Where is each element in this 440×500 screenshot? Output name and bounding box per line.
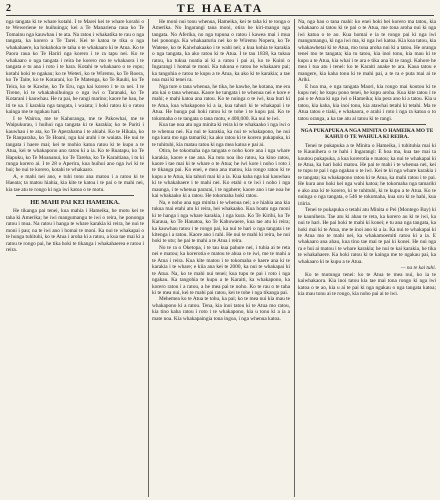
paragraph: A, e mahi nei ano, e tuhi tonu ana matou i a ratou ki te Haeata; ta matou hiahia, kia kite te katoa i te pai o te mahi nei, kia tae atu te rongo ki nga iwi katoa o te motu.: [6, 173, 144, 193]
paragraph: He tikanga pai tenei, kua mahia i Hameika, he motu kei te taha ki Amerika; he iwi mangumangu te iwi o reira, he pononga ratou i mua. Na ratou i hanga te whare karakia ki reira, he nui te moni i pau; na te iwi ano i homai te moni. Ka nui te whakapai o te hunga tuhituhi, ko te Atua i aroha ki a ratou, a kua tae mai ki a ratou te rongo pai, he tika hoki te tikanga i whakahaerea e ratou i reira.: [6, 208, 144, 253]
signature-line: — na te kai tuhi.: [400, 265, 436, 272]
paragraph: Mehemea ko te Atua te tohu, ka pai; ko te mea nui kia mau te whakapono ki a ratou. Tena, kia inoi tatou ki te Atua mo ratou, kia tino kaha ratou i roto i te whakapono, kia u tonu ki a ia a mate noa. Kia whakapaingia tona ingoa, i nga whenua katoa.: [152, 296, 290, 322]
page-number: 2: [6, 3, 11, 14]
header-rule: [6, 15, 434, 16]
paragraph: Otira, he tokomaha nga tangata e noho kore ana i nga whare karakia, kaore e tae ana. Ka tutu noa iho ratou, ka kino ratou, kaore i tae mai ki te whare o te Atua; he iwi kore i noho i roto i te tikanga pai. Ko enei, e mea ana matou, kia rongo ratou ki te kupu a te Atua, kia tahuri mai ki a ia. Kua kaha nga kai kauwhau ki te whakahaere i te mahi nei. Ko etahi o te iwi i noho i nga maunga, i te whenua pararai, i te ngahere; kaore ano i tae noa he kai whakaako ki a ratou. He tokomaha hoki ratou.: [152, 148, 290, 200]
paragraph: I te Wairoa, me te Kahuranga, me te Pakowhai, me te Waipukurau, i huihui nga tangata ki te karakia; ko te Pariti i kauwhau i te ata, ko Te Aperahama i te ahiahi. Ko te Hikaia, ko Te Rauparaha, ko Te Hoani, nga kai arahi i te waiata. He nui te tangata i haere mai; kei te mohio katoa ratou ki te kupu a te Atua, kei te whakapono ano ratou ki a ia. Ko te Ruatapu, ko Te Hapuku, ko Te Moananui, ko Te Tareha, ko Te Karaitiana, i tu ki runga korero ai. I te 28 o Aperira, kua huihui ano nga iwi ki te hui; he nui te korero, kotahi te whakaaro.: [6, 115, 144, 174]
paragraph: He moni nui tonu whenua, Hameika, kei te taha ki te tonga o Amerika. No Ingarangi tana moni, otira he kiri-mangu nga tangata. No Aferika, no nga tupuna o ratou i kawea mai i mua hei pononga. Ka whakaaturia nei ko te Wiremu Nopera, ko Te Watene, ko te Kaiwhakaako i te wahi nei; a kua kohia te karakia o nga tangata, ka ako ratou ki te Atua. I te tau 1838, ka tukua ratou, ka tukua noatia ai ki a ratou i pai ai, ko te Kuini o Ingarangi i homai te moni. Ka tukuna e ratou he whakaaro pai; ka tangohia e ratou te kupu a te Atua, ka ako ki te karakia; a tae noa mai ki tenei ra.: [152, 19, 290, 84]
paragraph: E hoa ma, e nga tangata Maori, kia rongo mai koutou ki te kupu nei; he kupu pono tenei, he kupu aroha. Kua kite tatou i te pai o te Atua ki nga iwi o Hameika; kia pera ano ki a tatou. Kia u tatou, kia kaha, kia inoi tonu, kia atawhai tetahi ki tetahi. Ma te Atua tatou e tiaki, e whakaora, e arahi i roto i nga ra katoa o to tatou oranga, a ka tae atu ai tatou ki te rangi.: [298, 83, 436, 122]
article-heading: NGA PUKAPUKA A NGA MINITA O HAMEIKA MO TE KAHUI O TE WAHULA KI REIRA.: [300, 128, 434, 141]
article-heading: HE MAHI PAI KEI HAMEIKA.: [30, 199, 120, 207]
paragraph: Na, e noho ana nga minita i te whenua nei; a e hiahia ana kia tukua mai etahi atu ki reira, hei whakaako. Kua hoatu nga moni ki te hanga i nga whare karakia, i nga kura. Ko Te Kirihi, ko Te Karaua, ko Te Hanatoa, ko Te Kahuwaere, kua tae atu ki reira; ka kauwhau ratou i te rongo pai, ka nui te hari o nga tangata i te kitenga i a ratou. Kaore ano i rahi. He nui te mahi ki reira, he nui hoki te utu; he pai te mahi a te Atua i reira.: [152, 199, 290, 245]
column-divider: [148, 19, 149, 497]
paragraph: Kua tae noa atu nga minita ki reira ki te whakaako i nga iwi o te whenua nei. Ka nui te karakia, ka nui te whakapono, he nui nga kura mo nga tamariki; ka ako ratou ki te korero pukapuka, ki te tuhituhi, kia matau ratou ki nga mea katoa e pai ai.: [152, 122, 290, 148]
masthead-title: TE HAEATA: [176, 1, 264, 15]
paragraph: Ko te mutunga tenei: ko te Atua te mea nui, ko ia te kaiwhakaora. Kia inoi tatou kia tae mai tona rongo ki nga iwi katoa o te ao, kia u ai te pai ki nga ngakau o nga tangata katoa; kia mau tonu ai te rongo, kia noho pai ai te iwi.: [298, 271, 436, 298]
paragraph: No te ra o Oketopa, i te tau kua pahure nei, i tuhia ai te reta nei e matou; ka korerotia e matou te ahua o te iwi, me te mahi a te Atua i reira. Kua kite matou i te tokomaha e haere ana ki te karakia i te whare; e kiia ana kei te 2000, ka nui te whakapai ki te Atua. Na, ko te mahi nui tenei; kua tupu te pai i roto i nga ngakau. Ka tangohia te kupu a te Karaiti, ka whakapono, ka korero ratou i a ratou, a he mea pai te noho. Ko te rau o te taha ki te mea nui, kei te mahi pai ratou, kei te tohe i nga tikanga pai.: [152, 244, 290, 297]
paragraph: nga tangata ki te whare kotahi. I te Marei kei te whare korahi o te Weweriene te huihuinga; kei a Te Manariena raua ko Te Tomainu nga kauwhau i te ata. Na ratou i whakatika te rau o nga tangata, ka korero a Te Tarei. Kei te katoa te tika o nga whakahaere, ka hokahoka te taha o te whakaaro ki te Atua. Ko te Paora raua ko Te Hariri nga korero i te ra tapu nei. Ko te whakaaro o nga tangata i reira he korero mo te whakaora i te tangata e tu ana i roto i te hara. Kotahi te whakaaro o te ropu; kotahi hoki te ngakau; ko te Weteri, ko te Wiremu, ko Te Roera, ko Te Taite, ko te Kotarani, ko Te Matenga, ko Te Rauhi, ko Te Teira, ko te Kawhe, ko Te Eru, nga kai korero i te ra nei. I te Tirene, ki te whakahuihuinga o nga iwi o Taranaki, ko Te Kotarani i kauwhau. He ra pai, he rangi marino; kaore he hau, he iti te ua. I karakia nga tangata, i waiata; i hoki ratou ki o ratou kainga me te ngakau hari.: [6, 19, 144, 116]
section-divider: [16, 195, 134, 196]
paragraph: Nga ture o tana whenua, he tika, he kawhe, he kotana, me era atu kai o tana whenua. Kaore he tangata i te whenua nei e kore e mahi; e mahi katoa ana ratou. Ko te nuinga o te iwi, kua huri ki te Atua, kua whakapono ki a ia, kua tahuri ki te whakapai i te Atua. He hunga pai hoki ratou ki te tohe i te kupu pai. Ko te tokomaha o te tangata o tana motu, e 400,000. Ka nui te iwi.: [152, 83, 290, 122]
paragraph: Na, nga hau o tana mahi: ko enei hoki hei korero ma tatou, kia whakaaro ai tatou ki te pai o te Atua, me tona aroha nui ki nga iwi katoa o te ao. Kua homai e ia te rongo pai ki nga iwi mangumangu, ki nga iwi ma, ki nga iwi katoa. Kia koa tatou, kia whakawhetai ki te Atua, mo tona aroha nui ki a tatou. He oranga tenei mo te tangata; kia tu tatou, kia inoi tonu, kia mau ki te kupu a te Atua, kia whai i te ara e tika ana ki te rangi. Kahore he mea i tua atu i tenei: ko te Karaiti anake te ara. Kaua tatou e mangere, kia kaha tonu ki te mahi pai, a te ra e puta mai ai te Ariki.: [298, 19, 436, 84]
column-divider: [294, 19, 295, 497]
column-2: [152, 19, 290, 322]
paragraph: Tenei te pukapuka o tetahi atu Minita o Pei (Montego Bay) ki te kaunihera. Tae atu ki ahau te reta, ka korero au ki te iwi, ka nui te hari. He pai hoki te mahi ki konei; e tu ana nga tangata, ka hoki mai ki te Atua, me te inoi ano ki a ia. Ka nui te whakapai ki te Atua mo te mahi nei, ka whakamoemiti ratou ki a ia. E whakaaro ana ahau, kua tino tae mai te pai ki konei. He nui nga ra e hui ai matou i te whare karakia; he nui te kai karakia, he tika te whakahaere. Ka hoki ratou ki te kainga me te ngakau pai, ka whakaaro ki te kupu a te Atua.: [298, 207, 436, 265]
paragraph: Tenei te pukapuka a te Minita o Hameika, i tuhituhia mai ki te Kaunihera o te hahi i Ingarangi: E hoa ma, kua tae mai ta koutou pukapuka, a kua korerotia e matou; ka nui te whakapai ki te Atua, ka hari hoki matou. He pai te mahi i te whenua nei, kei te tupu te pai i nga ngakau o te iwi. Kei te ki nga whare karakia i te tangata; ka whakapono ratou ki te Atua, ka mahi ratou i te pai. He kura ano hoki kei nga wahi katoa; he tokomaha nga tamariki e ako ana ki te korero, ki te tuhituhi, ki te kupu a te Atua. Ko te nuinga o nga tangata, e 546 te tokomaha, kua uru ki te hahi, kua iriiria.: [298, 142, 436, 207]
section-divider: [308, 124, 426, 125]
column-1: [6, 19, 144, 253]
column-3: [298, 19, 436, 298]
